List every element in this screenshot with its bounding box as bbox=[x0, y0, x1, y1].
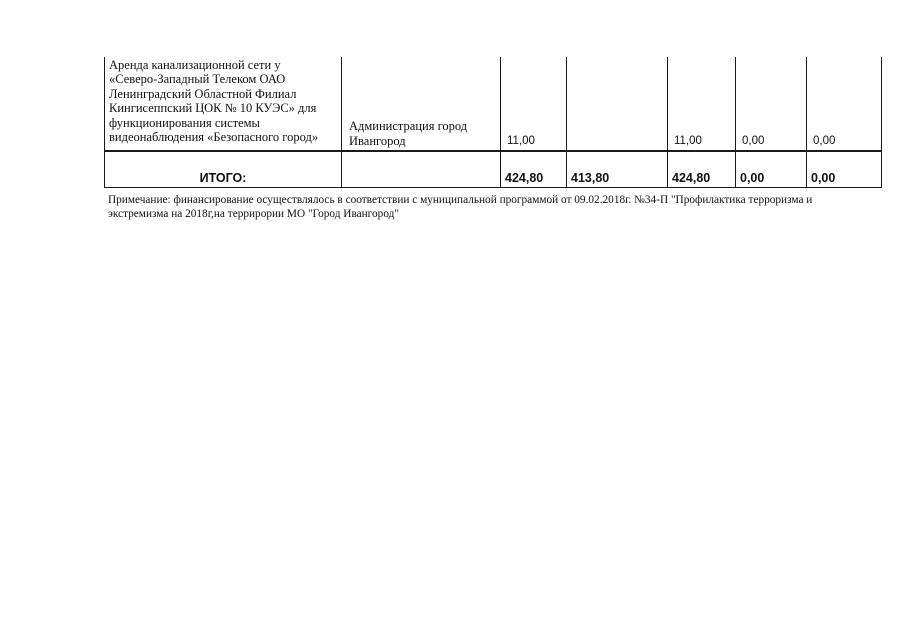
value-cell: 0,00 bbox=[736, 57, 807, 151]
description-line: Кингисеппский ЦОК № 10 КУЭС» для bbox=[109, 101, 317, 116]
footnote-line: Примечание: финансирование осуществлялось в соответствии с муниципальной программой от 09.02.2018г. №34-П "Профилактика терроризма и bbox=[108, 194, 813, 206]
total-value-cell: 424,80 bbox=[668, 151, 736, 188]
description-line: видеонаблюдения «Безопасного город» bbox=[109, 130, 319, 145]
description-line: Ленинградский Областной Филиал bbox=[109, 86, 297, 101]
description-line: «Северо-Западный Телеком ОАО bbox=[109, 72, 286, 87]
executor-cell bbox=[342, 57, 501, 151]
executor-line: Администрация город bbox=[349, 119, 468, 133]
total-value-cell: 424,80 bbox=[501, 151, 567, 188]
executor-line: Ивангород bbox=[349, 133, 406, 148]
total-label: ИТОГО: bbox=[105, 151, 342, 188]
total-value-cell: 413,80 bbox=[567, 151, 668, 188]
description-line: Аренда канализационной сети у bbox=[109, 58, 281, 72]
value-cell: 11,00 bbox=[501, 57, 567, 151]
value-cell: 0,00 bbox=[807, 57, 882, 151]
value-cell-empty bbox=[567, 57, 668, 151]
total-value-cell: 0,00 bbox=[736, 151, 807, 188]
total-row bbox=[105, 151, 882, 188]
description-line: функционирования системы bbox=[109, 115, 260, 130]
financing-table bbox=[104, 57, 882, 188]
description-cell bbox=[105, 57, 342, 151]
value-cell: 11,00 bbox=[668, 57, 736, 151]
total-executor-cell-empty bbox=[342, 151, 501, 188]
footnote-line: экстремизма на 2018г,на террирории МО "Город Ивангород" bbox=[108, 208, 400, 220]
footnote bbox=[108, 193, 812, 221]
total-value-cell: 0,00 bbox=[807, 151, 882, 188]
table-row bbox=[105, 57, 882, 151]
